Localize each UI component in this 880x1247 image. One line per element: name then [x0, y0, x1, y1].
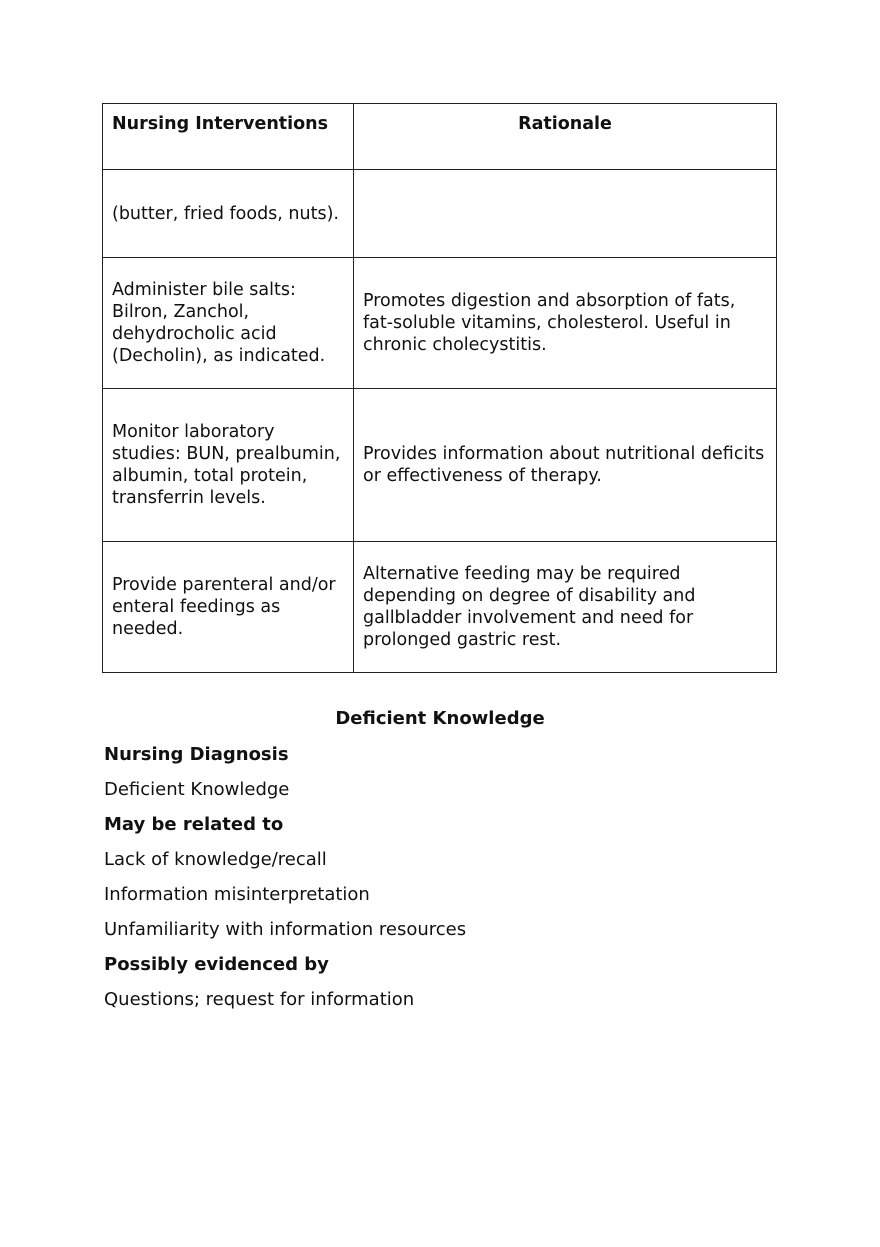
intervention-cell: (butter, fried foods, nuts). [103, 170, 354, 258]
diagnosis-text: Deficient Knowledge [104, 779, 290, 800]
table-row [103, 170, 777, 258]
intervention-cell: Administer bile salts: Bilron, Zanchol, dehydrocholic acid (Decholin), as indicated. [103, 258, 354, 389]
diagnosis-heading: Nursing Diagnosis [104, 744, 289, 765]
related-item: Lack of knowledge/recall [104, 849, 327, 870]
related-item: Unfamiliarity with information resources [104, 919, 467, 940]
rationale-cell: Promotes digestion and absorption of fats, fat-soluble vitamins, cholesterol. Useful in chronic cholecystitis. [354, 258, 777, 389]
related-heading: May be related to [104, 814, 284, 835]
intervention-cell: Monitor laboratory studies: BUN, prealbumin, albumin, total protein, transferrin levels. [103, 389, 354, 542]
rationale-cell: Provides information about nutritional deficits or effectiveness of therapy. [354, 389, 777, 542]
related-item: Information misinterpretation [104, 884, 370, 905]
intervention-cell: Provide parenteral and/or enteral feedings as needed. [103, 542, 354, 673]
section-title: Deficient Knowledge [335, 708, 545, 729]
table-row [103, 542, 777, 673]
rationale-header: Rationale [354, 104, 777, 170]
evidenced-text: Questions; request for information [104, 989, 415, 1010]
interventions-header: Nursing Interventions [103, 104, 354, 170]
table-header-row [103, 104, 777, 170]
table-row [103, 389, 777, 542]
care-plan-table [102, 103, 777, 673]
rationale-cell: Alternative feeding may be required depending on degree of disability and gallbladder involvement and need for prolonged gastric rest. [354, 542, 777, 673]
table-row [103, 258, 777, 389]
evidenced-heading: Possibly evidenced by [104, 954, 329, 975]
rationale-cell [354, 170, 777, 258]
